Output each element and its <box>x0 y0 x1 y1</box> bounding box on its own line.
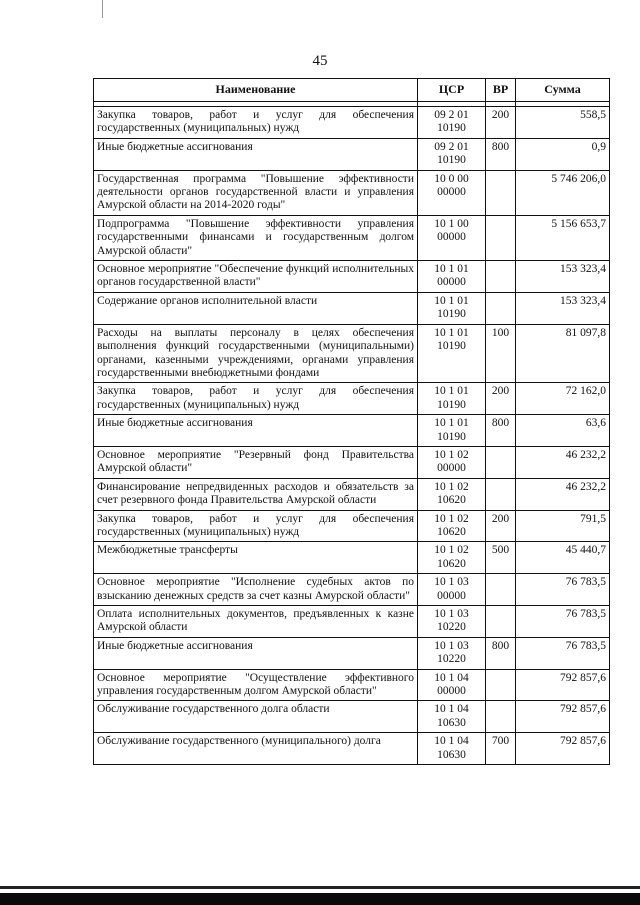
row-name: Финансирование непредвиденных расходов и обязательств за счет резервного фонда Правительства Амурской области <box>94 478 418 510</box>
row-csr-direction: 10220 <box>437 621 466 634</box>
row-vr <box>486 669 516 701</box>
row-sum: 76 783,5 <box>516 574 610 606</box>
row-csr <box>418 170 486 215</box>
row-name: Иные бюджетные ассигнования <box>94 637 418 669</box>
row-csr-direction: 10630 <box>437 748 466 761</box>
row-csr <box>418 261 486 293</box>
header-csr: ЦСР <box>418 79 486 102</box>
row-vr <box>486 574 516 606</box>
row-name: Закупка товаров, работ и услуг для обеспечения государственных (муниципальных) нужд <box>94 107 418 139</box>
table-row <box>94 510 610 542</box>
row-csr-program: 10 1 04 <box>434 703 469 716</box>
row-csr-program: 10 1 02 <box>434 480 469 493</box>
row-name: Оплата исполнительных документов, предъявленных к казне Амурской области <box>94 606 418 638</box>
row-name: Обслуживание государственного (муниципального) долга <box>94 733 418 765</box>
table-row <box>94 415 610 447</box>
table-row <box>94 261 610 293</box>
table-row <box>94 606 610 638</box>
row-name: Расходы на выплаты персоналу в целях обеспечения выполнения функций государственными (муниципальными) органами, казенными учреждениями, органами управления государственными внебюджетными фондами <box>94 324 418 383</box>
row-csr <box>418 138 486 170</box>
row-csr <box>418 446 486 478</box>
row-sum: 792 857,6 <box>516 669 610 701</box>
row-csr-program: 10 1 02 <box>434 512 469 525</box>
row-vr: 700 <box>486 733 516 765</box>
row-name: Обслуживание государственного долга области <box>94 701 418 733</box>
table-row <box>94 574 610 606</box>
table-header-row <box>94 79 610 102</box>
row-csr-direction: 00000 <box>437 276 466 289</box>
scan-bottom-bar <box>0 893 640 905</box>
row-vr <box>486 261 516 293</box>
row-vr <box>486 215 516 260</box>
row-csr-program: 10 1 04 <box>434 671 469 684</box>
row-csr <box>418 574 486 606</box>
table-row <box>94 701 610 733</box>
row-name: Подпрограмма "Повышение эффективности управления государственными финансами и государственным долгом Амурской области" <box>94 215 418 260</box>
row-csr-direction: 00000 <box>437 462 466 475</box>
row-name: Содержание органов исполнительной власти <box>94 292 418 324</box>
row-csr <box>418 478 486 510</box>
header-sum: Сумма <box>516 79 610 102</box>
budget-table <box>93 78 610 765</box>
row-csr-program: 10 1 02 <box>434 448 469 461</box>
row-sum: 72 162,0 <box>516 383 610 415</box>
row-vr: 500 <box>486 542 516 574</box>
row-vr: 100 <box>486 324 516 383</box>
row-csr-program: 09 2 01 <box>434 140 469 153</box>
table-row <box>94 138 610 170</box>
table-row <box>94 446 610 478</box>
row-csr-program: 10 1 01 <box>434 326 469 339</box>
row-csr-program: 10 1 02 <box>434 544 469 557</box>
row-csr <box>418 510 486 542</box>
row-csr-direction: 10620 <box>437 494 466 507</box>
table-row <box>94 478 610 510</box>
scan-edge-line <box>102 0 103 18</box>
row-csr-program: 10 1 03 <box>434 608 469 620</box>
row-sum: 63,6 <box>516 415 610 447</box>
row-csr-direction: 10190 <box>437 308 466 321</box>
row-sum: 5 156 653,7 <box>516 215 610 260</box>
row-vr <box>486 701 516 733</box>
row-sum: 81 097,8 <box>516 324 610 383</box>
row-csr-program: 10 1 04 <box>434 735 469 748</box>
table-row <box>94 669 610 701</box>
row-vr <box>486 478 516 510</box>
row-vr: 800 <box>486 637 516 669</box>
row-csr-direction: 10190 <box>437 430 466 443</box>
row-csr-program: 10 0 00 <box>434 172 469 185</box>
row-csr-direction: 00000 <box>437 589 466 602</box>
row-csr-direction: 10220 <box>437 653 466 666</box>
row-csr-program: 10 1 03 <box>434 639 469 652</box>
row-name: Закупка товаров, работ и услуг для обеспечения государственных (муниципальных) нужд <box>94 383 418 415</box>
row-name: Межбюджетные трансферты <box>94 542 418 574</box>
row-csr <box>418 292 486 324</box>
row-csr <box>418 733 486 765</box>
row-csr-direction: 00000 <box>437 186 466 199</box>
row-sum: 791,5 <box>516 510 610 542</box>
row-name: Основное мероприятие "Резервный фонд Правительства Амурской области" <box>94 446 418 478</box>
row-vr: 800 <box>486 138 516 170</box>
header-vr: ВР <box>486 79 516 102</box>
row-csr-program: 10 1 01 <box>434 263 469 276</box>
row-csr <box>418 542 486 574</box>
row-sum: 46 232,2 <box>516 478 610 510</box>
row-vr: 200 <box>486 107 516 139</box>
row-vr <box>486 292 516 324</box>
row-csr <box>418 415 486 447</box>
row-csr-direction: 10630 <box>437 716 466 729</box>
row-sum: 0,9 <box>516 138 610 170</box>
row-csr-direction: 10190 <box>437 340 466 353</box>
row-csr <box>418 637 486 669</box>
row-csr <box>418 107 486 139</box>
row-sum: 792 857,6 <box>516 701 610 733</box>
row-csr <box>418 324 486 383</box>
table-row <box>94 733 610 765</box>
row-sum: 153 323,4 <box>516 261 610 293</box>
row-name: Закупка товаров, работ и услуг для обеспечения государственных (муниципальных) нужд <box>94 510 418 542</box>
row-sum: 45 440,7 <box>516 542 610 574</box>
row-csr-direction: 00000 <box>437 231 466 244</box>
row-sum: 46 232,2 <box>516 446 610 478</box>
row-vr: 200 <box>486 383 516 415</box>
table-row <box>94 170 610 215</box>
row-csr <box>418 215 486 260</box>
row-csr-direction: 10190 <box>437 398 466 411</box>
table-row <box>94 324 610 383</box>
row-csr <box>418 701 486 733</box>
row-name: Иные бюджетные ассигнования <box>94 138 418 170</box>
table-row <box>94 292 610 324</box>
row-csr-direction: 10620 <box>437 557 466 570</box>
row-name: Основное мероприятие "Исполнение судебных актов по взысканию денежных средств за счет казны Амурской области" <box>94 574 418 606</box>
row-csr-program: 10 1 03 <box>434 576 469 589</box>
row-csr <box>418 669 486 701</box>
table-row <box>94 215 610 260</box>
page-number: 45 <box>312 53 328 69</box>
header-name: Наименование <box>94 79 418 102</box>
row-sum: 76 783,5 <box>516 606 610 638</box>
row-name: Государственная программа "Повышение эффективности деятельности органов государственной власти и управления Амурской области на 2014-2020 годы" <box>94 170 418 215</box>
row-vr: 200 <box>486 510 516 542</box>
row-vr <box>486 170 516 215</box>
row-csr-program: 10 1 00 <box>434 217 469 230</box>
row-csr-direction: 10190 <box>437 154 466 167</box>
table-row <box>94 383 610 415</box>
row-csr-program: 10 1 01 <box>434 294 469 307</box>
row-csr-program: 09 2 01 <box>434 109 469 121</box>
row-csr-program: 10 1 01 <box>434 385 469 398</box>
table-row <box>94 637 610 669</box>
table-row <box>94 107 610 139</box>
row-csr-direction: 10190 <box>437 122 466 135</box>
table-row <box>94 542 610 574</box>
row-vr <box>486 606 516 638</box>
row-sum: 5 746 206,0 <box>516 170 610 215</box>
row-vr <box>486 446 516 478</box>
row-csr <box>418 606 486 638</box>
row-sum: 76 783,5 <box>516 637 610 669</box>
row-sum: 153 323,4 <box>516 292 610 324</box>
row-vr: 800 <box>486 415 516 447</box>
row-name: Основное мероприятие "Осуществление эффективного управления государственным долгом Амурской области" <box>94 669 418 701</box>
row-sum: 792 857,6 <box>516 733 610 765</box>
row-csr-program: 10 1 01 <box>434 417 469 430</box>
row-sum: 558,5 <box>516 107 610 139</box>
row-csr-direction: 00000 <box>437 685 466 698</box>
table-body <box>94 107 610 765</box>
row-csr-direction: 10620 <box>437 525 466 538</box>
scan-bottom-stripe <box>0 886 640 889</box>
row-name: Иные бюджетные ассигнования <box>94 415 418 447</box>
row-name: Основное мероприятие "Обеспечение функций исполнительных органов государственной власти" <box>94 261 418 293</box>
row-csr <box>418 383 486 415</box>
